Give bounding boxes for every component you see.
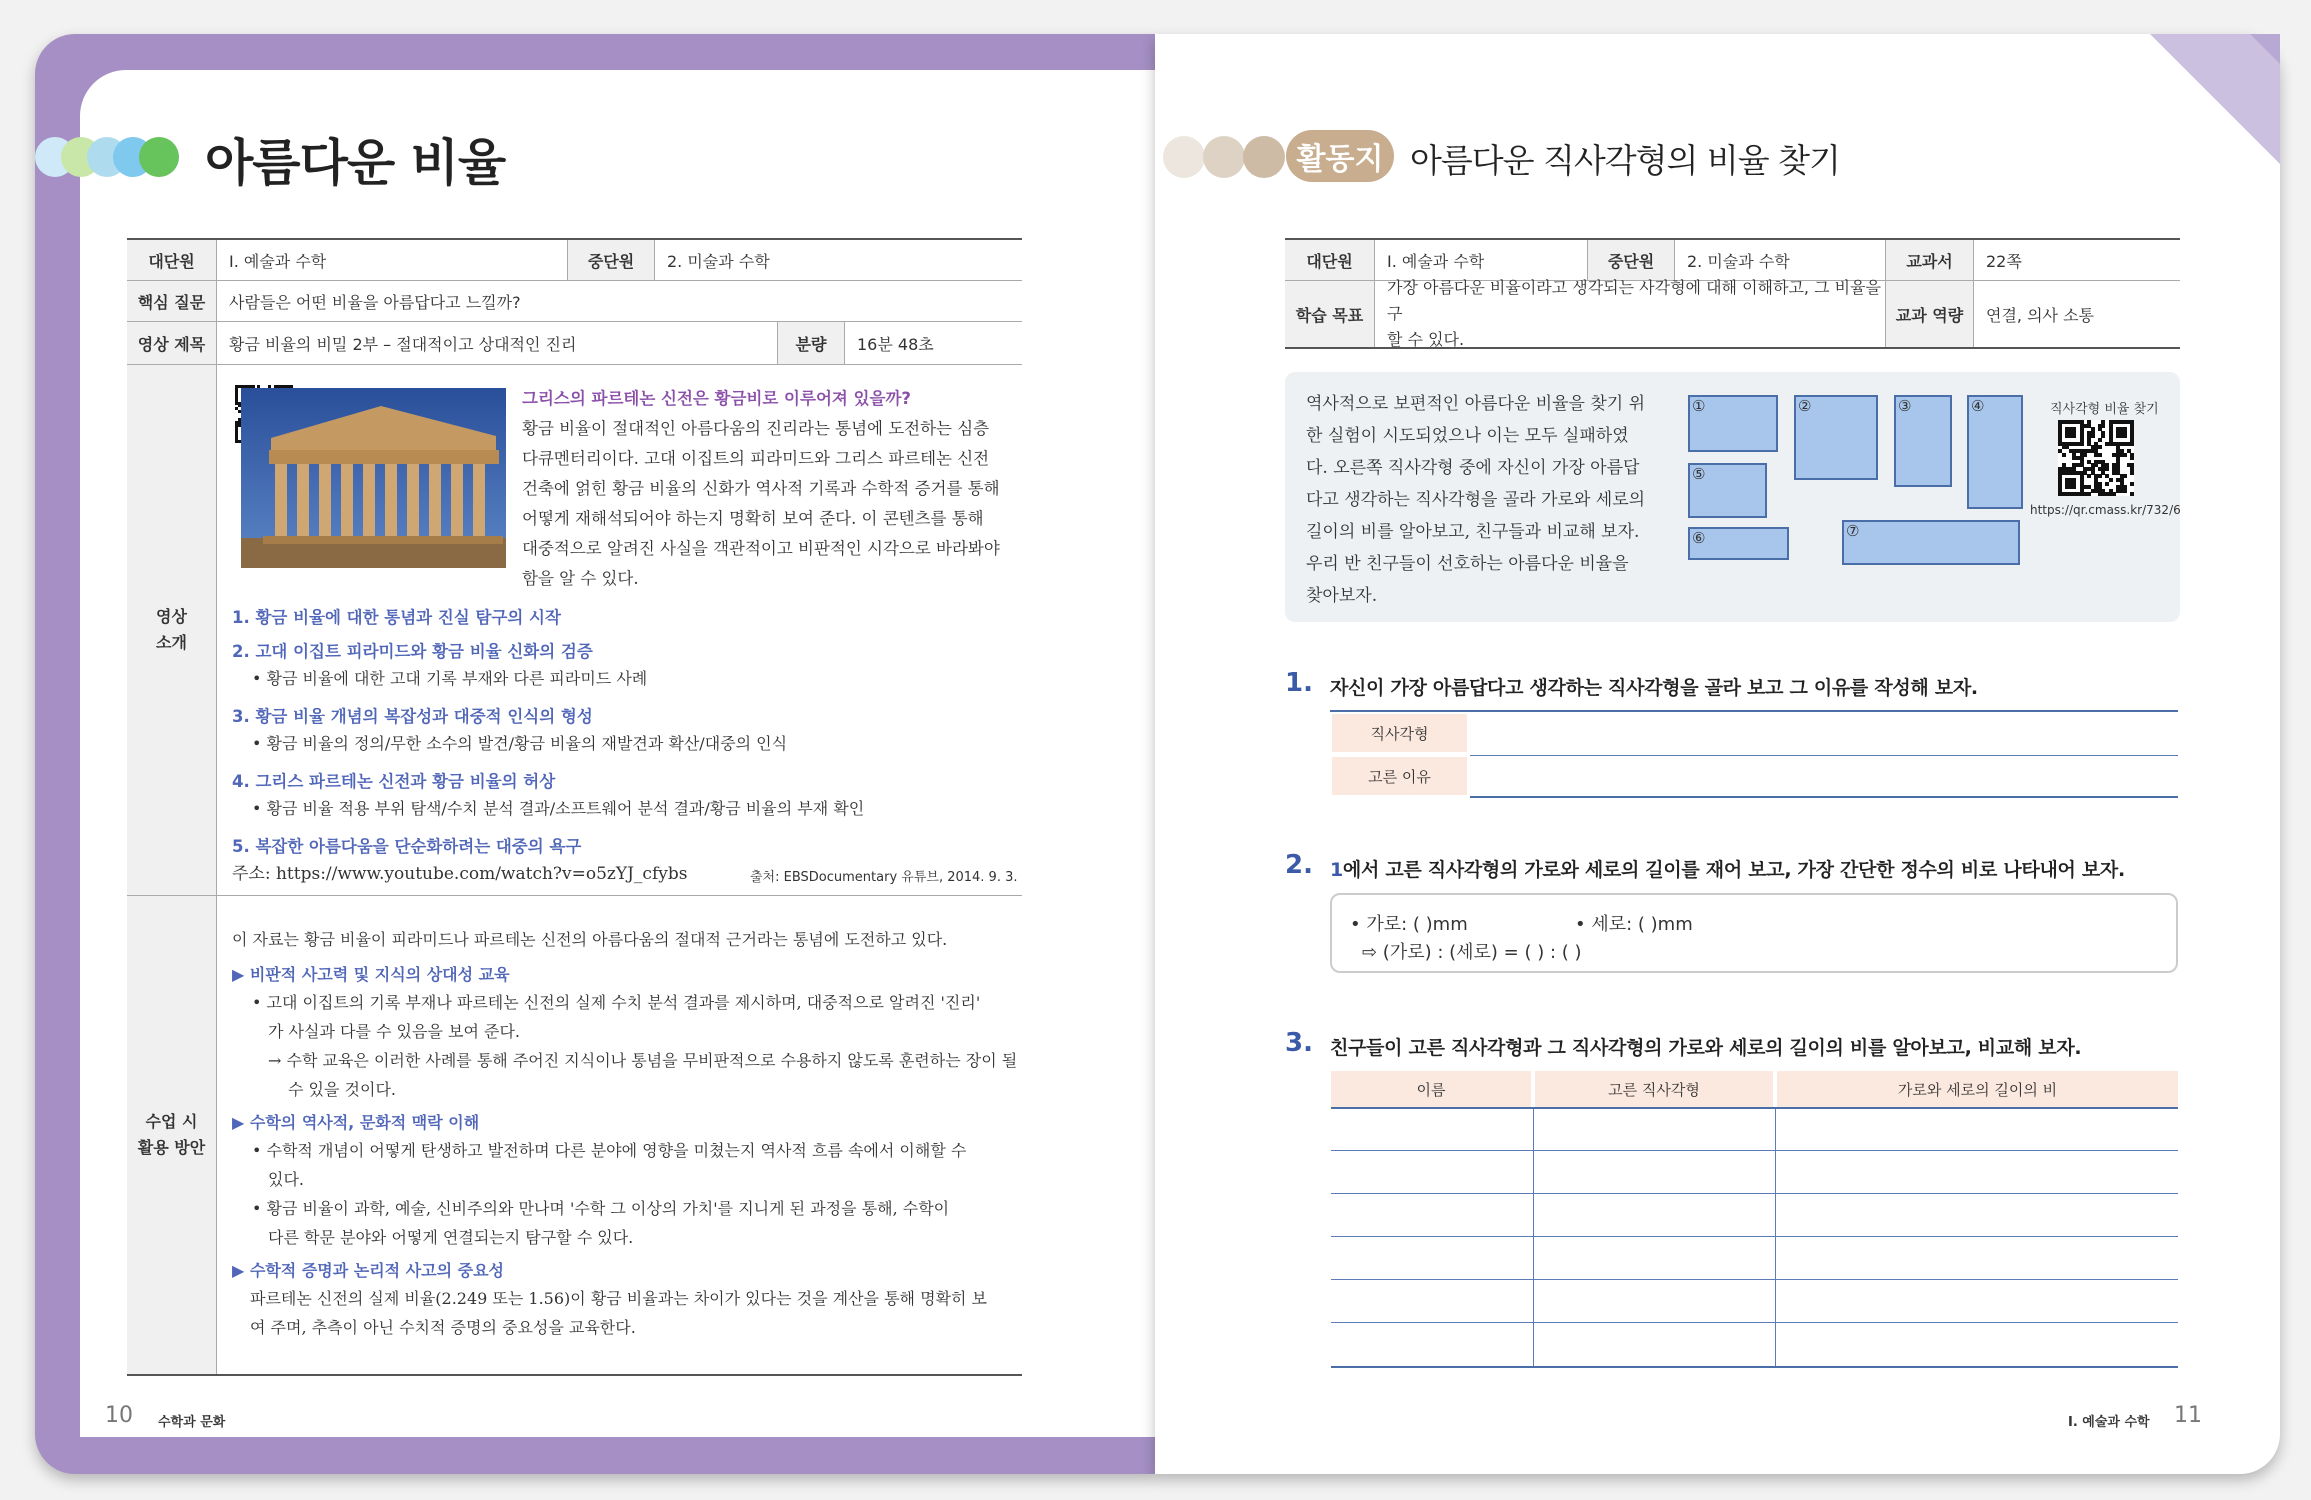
q3-header-line <box>1331 1107 2178 1109</box>
rectangle-4[interactable] <box>1967 395 2023 509</box>
section-heading-3: 3. 황금 비율 개념의 복잡성과 대중적 인식의 형성 <box>232 707 593 726</box>
q3-header-ratio: 가로와 세로의 길이의 비 <box>1777 1071 2178 1107</box>
q3-row-line <box>1331 1279 2178 1280</box>
video-address-link[interactable]: 주소: https://www.youtube.com/watch?v=o5zYJ_cfybs <box>232 864 688 884</box>
dot <box>1243 136 1285 178</box>
learning-goal-line2: 할 수 있다. <box>1387 330 1465 349</box>
rectangle-label: ⑦ <box>1846 522 1860 540</box>
activity-intro-line: 다고 생각하는 직사각형을 골라 가로와 세로의 <box>1306 490 1646 510</box>
qr-module <box>2130 492 2134 496</box>
right-page-number: 11 <box>2174 1403 2202 1428</box>
question-1-number: 1. <box>1285 668 1313 698</box>
section-heading-4: 4. 그리스 파르테논 신전과 황금 비율의 허상 <box>232 772 556 791</box>
question-3-text: 친구들이 고른 직사각형과 그 직사각형의 가로와 세로의 길이의 비를 알아보고, 비교해 보자. <box>1330 1037 2082 1059</box>
rectangle-label: ⑤ <box>1692 465 1706 483</box>
activity-intro-line: 다. 오른쪽 직사각형 중에 자신이 가장 아름답 <box>1306 458 1640 478</box>
qr-module <box>2130 482 2134 486</box>
usage-line: 있다. <box>268 1170 304 1189</box>
q3-row-line <box>1331 1236 2178 1237</box>
video-source: 출처: EBSDocumentary 유튜브, 2014. 9. 3. <box>750 870 1018 885</box>
intro-line: 어떻게 재해석되어야 하는지 명확히 보여 준다. 이 콘텐츠를 통해 <box>522 509 984 528</box>
q3-row-line <box>1331 1193 2178 1194</box>
left-page-footer: 수학과 문화 <box>158 1415 226 1430</box>
qr-module <box>2123 453 2127 457</box>
unit-major-label: 대단원 <box>127 240 216 280</box>
key-question-label: 핵심 질문 <box>127 281 216 321</box>
intro-line: 함을 알 수 있다. <box>522 569 639 588</box>
qr-module <box>2062 453 2066 457</box>
video-intro-label-line1: 영상 <box>156 607 187 626</box>
left-page-title: 아름다운 비율 <box>205 134 506 192</box>
usage-line: 파르테논 신전의 실제 비율(2.249 또는 1.56)이 황금 비율과는 차이가 있다는 것을 계산을 통해 명확히 보 <box>250 1289 987 1308</box>
rectangle-label: ① <box>1692 397 1706 415</box>
rectangle-1[interactable] <box>1688 395 1778 452</box>
usage-intro: 이 자료는 황금 비율이 피라미드나 파르테논 신전의 아름다움의 절대적 근거라는 통념에 도전하고 있다. <box>232 930 948 949</box>
class-usage-label-line2: 활용 방안 <box>137 1138 206 1157</box>
question-2-body: 에서 고른 직사각형의 가로와 세로의 길이를 재어 보고, 가장 간단한 정수의 비로 나타내어 보자. <box>1342 859 2125 881</box>
question-1-text: 자신이 가장 아름답다고 생각하는 직사각형을 골라 보고 그 이유를 작성해 보자. <box>1330 677 1978 699</box>
qr-module <box>2091 434 2095 438</box>
q1-bottom-line <box>1470 796 2178 798</box>
qr-module <box>2072 485 2076 489</box>
usage-line: • 황금 비율이 과학, 예술, 신비주의와 만나며 '수학 그 이상의 가치'를 지니게 된 과정을 통해, 수학이 <box>252 1199 950 1218</box>
section-bullet-4: • 황금 비율 적용 부위 탐색/수치 분석 결과/소프트웨어 분석 결과/황금 비율의 부재 확인 <box>252 799 865 818</box>
unit-mid-label: 중단원 <box>568 240 654 280</box>
q2-ratio-field[interactable]: ⇨ (가로) : (세로) = ( ) : ( ) <box>1362 942 1582 963</box>
q1-middle-line <box>1470 755 2178 756</box>
section-bullet-3: • 황금 비율의 정의/무한 소수의 발견/황금 비율의 재발견과 확산/대중의 인식 <box>252 734 788 753</box>
usage-line: 다른 학문 분야와 어떻게 연결되는지 탐구할 수 있다. <box>268 1228 634 1247</box>
question-2-ref: 1 <box>1330 859 1343 881</box>
usage-heading-1: ▶ 비판적 사고력 및 지식의 상대성 교육 <box>232 965 510 984</box>
unit-major-label: 대단원 <box>1285 240 1374 280</box>
unit-major-value: Ⅰ. 예술과 수학 <box>1387 251 1485 271</box>
rectangle-label: ② <box>1798 397 1812 415</box>
qr-module <box>2123 489 2127 493</box>
qr-module <box>2098 474 2102 478</box>
qr-module <box>2130 456 2134 460</box>
qr-module <box>2083 453 2087 457</box>
learning-goal-label: 학습 목표 <box>1285 281 1374 347</box>
intro-line: 건축에 얽힌 황금 비율의 신화가 역사적 기록과 수학적 증거를 통해 <box>522 479 1000 498</box>
activity-qr-caption: 직사각형 비율 찾기 <box>2050 402 2159 417</box>
unit-major-value: Ⅰ. 예술과 수학 <box>229 251 327 271</box>
duration-value: 16분 48초 <box>857 334 934 354</box>
activity-intro-line: 한 실험이 시도되었으나 이는 모두 실패하였 <box>1306 426 1629 446</box>
usage-line: → 수학 교육은 이러한 사례를 통해 주어진 지식이나 통념을 무비판적으로 수용하지 않도록 훈련하는 장이 될 <box>268 1051 1018 1070</box>
activity-qr-code[interactable] <box>2058 420 2134 496</box>
q1-reason-label: 고른 이유 <box>1332 757 1467 795</box>
question-3-number: 3. <box>1285 1028 1313 1058</box>
rectangle-2[interactable] <box>1794 395 1878 480</box>
qr-module <box>2087 474 2091 478</box>
rectangle-label: ③ <box>1898 397 1912 415</box>
video-intro-label <box>127 365 216 895</box>
activity-sheet-badge: 활동지 <box>1286 130 1394 182</box>
question-2-text <box>1330 855 2125 882</box>
video-title-value: 황금 비율의 비밀 2부 – 절대적이고 상대적인 진리 <box>229 334 577 354</box>
q1-top-line <box>1330 710 2178 712</box>
dot <box>1163 136 1205 178</box>
class-usage-label <box>127 896 216 1374</box>
intro-line: 대중적으로 알려진 사실을 객관적이고 비판적인 시각으로 바라봐야 <box>522 539 1000 558</box>
qr-module <box>2123 474 2127 478</box>
qr-module <box>2109 478 2113 482</box>
right-page-title: 아름다운 직사각형의 비율 찾기 <box>1410 141 1840 180</box>
qr-module <box>2123 434 2127 438</box>
learning-goal-value <box>1375 278 1885 349</box>
intro-line: 다큐멘터리이다. 고대 이집트의 피라미드와 그리스 파르테논 신전 <box>522 449 990 468</box>
q1-rectangle-label: 직사각형 <box>1332 714 1467 752</box>
q3-col-line <box>1775 1109 1776 1366</box>
section-bullet-2: • 황금 비율에 대한 고대 기록 부재와 다른 피라미드 사례 <box>252 669 648 688</box>
rectangle-6[interactable] <box>1688 527 1789 560</box>
textbook-value: 22쪽 <box>1986 251 2022 271</box>
usage-line: • 수학적 개념이 어떻게 탄생하고 발전하며 다른 분야에 영향을 미쳤는지 역사적 흐름 속에서 이해할 수 <box>252 1141 967 1160</box>
usage-line: 여 주며, 추측이 아닌 수치적 증명의 중요성을 교육한다. <box>250 1318 636 1337</box>
rectangle-3[interactable] <box>1894 395 1952 487</box>
left-title-dots <box>35 137 185 177</box>
competency-value: 연결, 의사 소통 <box>1986 305 2094 325</box>
rectangle-5[interactable] <box>1688 463 1767 518</box>
rectangle-7[interactable] <box>1842 520 2020 565</box>
usage-line: 가 사실과 다를 수 있음을 보여 준다. <box>268 1022 520 1041</box>
activity-qr-url[interactable]: https://qr.cmass.kr/732/6 <box>2030 503 2181 517</box>
right-title-dots <box>1163 136 1293 176</box>
question-2-number: 2. <box>1285 850 1313 880</box>
unit-mid-label: 중단원 <box>1588 240 1674 280</box>
qr-module <box>2101 434 2105 438</box>
qr-module <box>2098 445 2102 449</box>
dot <box>1203 136 1245 178</box>
qr-module <box>2098 438 2102 442</box>
activity-intro-line: 역사적으로 보편적인 아름다운 비율을 찾기 위 <box>1306 394 1646 414</box>
usage-line: 수 있을 것이다. <box>288 1080 396 1099</box>
q3-header-name: 이름 <box>1331 1071 1531 1107</box>
learning-goal-line1: 가장 아름다운 비율이라고 생각되는 사각형에 대해 이해하고, 그 비율을 구 <box>1387 278 1881 323</box>
qr-module <box>2105 482 2109 486</box>
textbook-label: 교과서 <box>1886 240 1973 280</box>
qr-module <box>2112 492 2116 496</box>
qr-module <box>2072 434 2076 438</box>
q3-row-line <box>1331 1322 2178 1323</box>
unit-mid-value: 2. 미술과 수학 <box>667 251 770 271</box>
activity-intro-line: 찾아보자. <box>1306 586 1378 606</box>
page-corner-fold <box>2150 34 2280 164</box>
qr-module <box>2130 471 2134 475</box>
q2-height-field[interactable]: • 세로: ( )mm <box>1575 914 1693 935</box>
video-intro-label-line2: 소개 <box>156 633 187 652</box>
q3-col-line <box>1533 1109 1534 1366</box>
section-heading-1: 1. 황금 비율에 대한 통념과 진실 탐구의 시작 <box>232 608 561 627</box>
left-page-number: 10 <box>105 1403 133 1428</box>
usage-line: • 고대 이집트의 기록 부재나 파르테논 신전의 실제 수치 분석 결과를 제시하며, 대중적으로 알려진 '진리' <box>252 993 981 1012</box>
section-heading-5: 5. 복잡한 아름다움을 단순화하려는 대중의 욕구 <box>232 837 582 856</box>
usage-heading-2: ▶ 수학의 역사적, 문화적 맥락 이해 <box>232 1113 480 1132</box>
dot <box>139 137 179 177</box>
q3-row-line <box>1331 1150 2178 1151</box>
rectangle-label: ④ <box>1971 397 1985 415</box>
duration-label: 분량 <box>778 322 844 364</box>
q3-bottom-line <box>1331 1366 2178 1368</box>
q3-header-rectangle: 고른 직사각형 <box>1535 1071 1773 1107</box>
qr-module <box>2130 442 2134 446</box>
video-intro-heading: 그리스의 파르테논 신전은 황금비로 이루어져 있을까? <box>522 389 911 408</box>
video-title-label: 영상 제목 <box>127 322 216 364</box>
unit-mid-value: 2. 미술과 수학 <box>1687 251 1790 271</box>
qr-module <box>2080 442 2084 446</box>
usage-heading-3: ▶ 수학적 증명과 논리적 사고의 중요성 <box>232 1261 504 1280</box>
competency-label: 교과 역량 <box>1886 281 1973 347</box>
qr-module <box>2101 424 2105 428</box>
rectangle-label: ⑥ <box>1692 529 1706 547</box>
class-usage-label-line1: 수업 시 <box>145 1112 198 1131</box>
qr-module <box>2098 453 2102 457</box>
q2-width-field[interactable]: • 가로: ( )mm <box>1350 914 1468 935</box>
activity-intro-line: 우리 반 친구들이 선호하는 아름다운 비율을 <box>1306 554 1629 574</box>
right-page-footer: Ⅰ. 예술과 수학 <box>2068 1415 2150 1430</box>
parthenon-photo <box>241 388 506 568</box>
key-question-value: 사람들은 어떤 비율을 아름답다고 느낄까? <box>229 292 521 312</box>
intro-line: 황금 비율이 절대적인 아름다움의 진리라는 통념에 도전하는 심층 <box>522 419 990 438</box>
activity-info-table <box>1285 238 2180 349</box>
activity-intro-line: 길이의 비를 알아보고, 친구들과 비교해 보자. <box>1306 522 1640 542</box>
qr-module <box>2105 467 2109 471</box>
section-heading-2: 2. 고대 이집트 피라미드와 황금 비율 신화의 검증 <box>232 642 593 661</box>
qr-module <box>2087 492 2091 496</box>
